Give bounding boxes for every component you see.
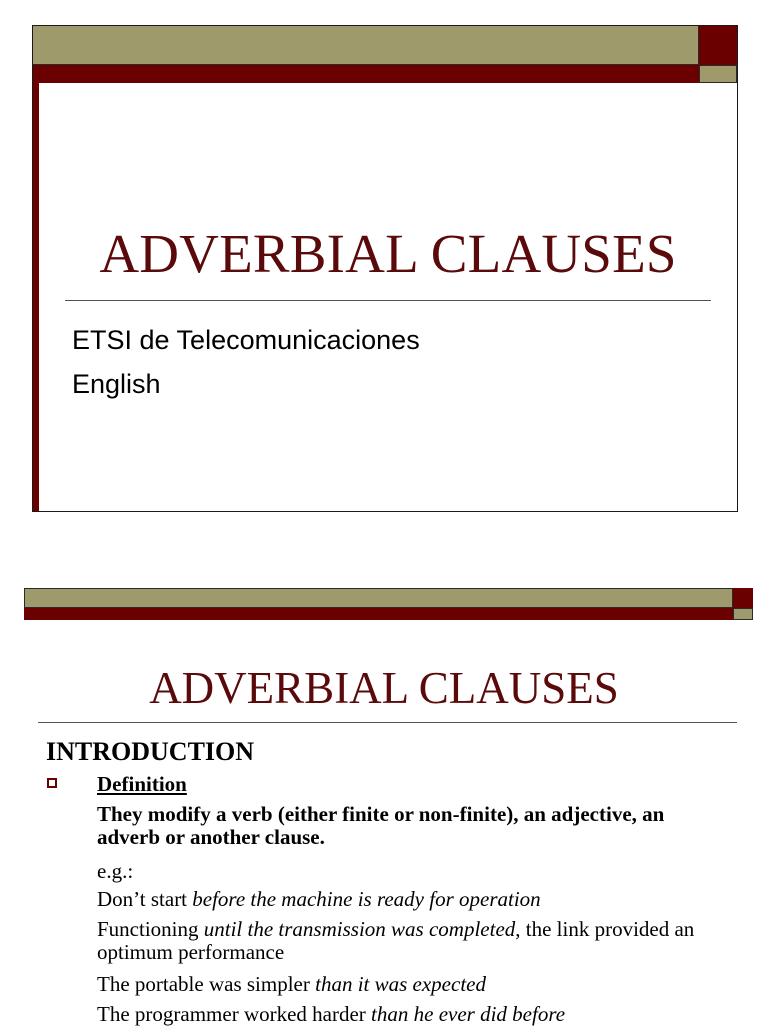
header-red-bar (33, 65, 699, 83)
header-red-square (699, 26, 737, 65)
example-italic-clause: until the transmission was completed (203, 917, 516, 941)
slide2-red-bar (24, 608, 733, 620)
slide2-title-divider (38, 722, 737, 723)
slide2-red-square (733, 588, 753, 608)
subtitle-subject: English (72, 369, 161, 399)
title-divider (65, 300, 711, 301)
example-line (97, 973, 707, 996)
example-label: e.g.: (97, 859, 134, 883)
example-line (97, 1003, 707, 1026)
example-line (97, 888, 707, 911)
example-plain-text: The portable was simpler (97, 972, 316, 996)
header-olive-bar (33, 26, 699, 65)
slide-title: ADVERBIAL CLAUSES (99, 223, 677, 284)
example-italic-clause: before the machine is ready for operation (192, 887, 541, 911)
slide2-title: ADVERBIAL CLAUSES (149, 663, 619, 713)
example-plain-text: Functioning (97, 917, 204, 941)
slide2-olive-square (733, 608, 753, 620)
example-italic-clause: than it was expected (315, 972, 486, 996)
bullet-definition-label: Definition (97, 772, 187, 796)
example-line (97, 918, 707, 964)
example-plain-text: , the link provided an optimum performance (97, 917, 695, 964)
header-olive-square (699, 65, 737, 83)
example-italic-clause: than he ever did before (371, 1002, 566, 1026)
square-bullet-icon (47, 778, 57, 788)
subtitle-school: ETSI de Telecomunicaciones (72, 325, 420, 355)
left-accent-strip (33, 83, 39, 511)
example-plain-text: The programmer worked harder (97, 1002, 372, 1026)
title-slide (32, 25, 738, 512)
slide2-olive-bar (24, 588, 733, 608)
definition-text: They modify a verb (either finite or non-finite), an adjective, an adverb or another clause. (97, 802, 665, 849)
example-plain-text: Don’t start (97, 887, 193, 911)
section-heading: INTRODUCTION (46, 737, 255, 766)
